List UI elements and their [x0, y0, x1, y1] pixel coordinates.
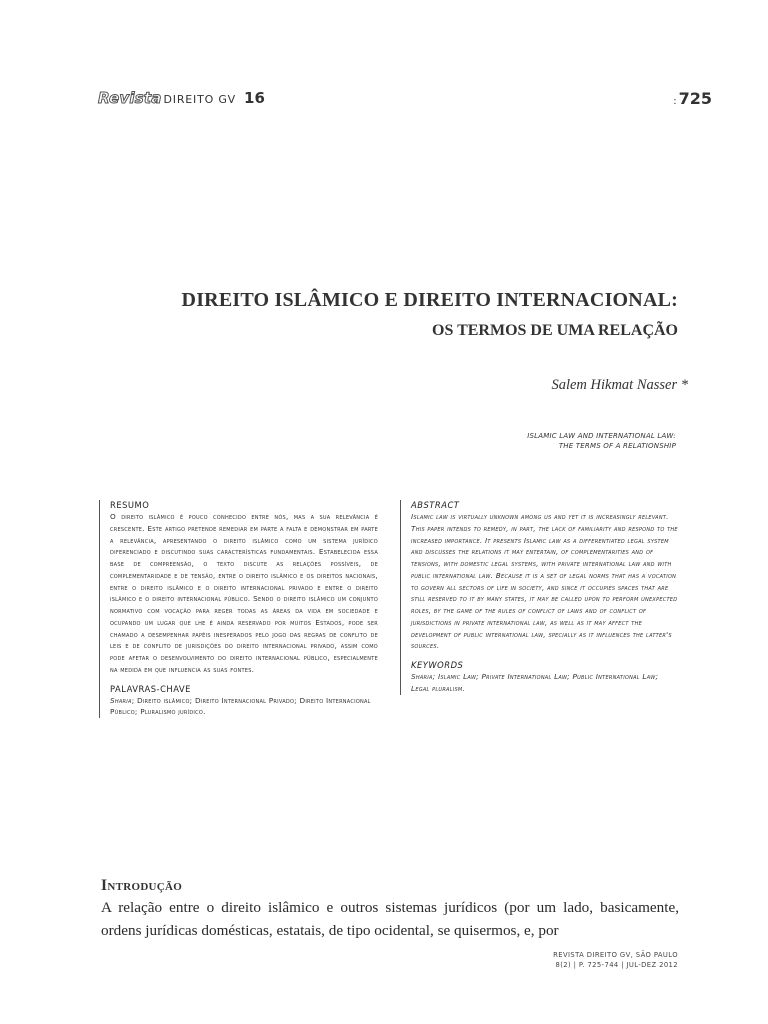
english-title [300, 431, 676, 451]
citation-footer [553, 950, 678, 970]
keywords-text: Sharia; Islamic Law; Private International Law; Public International Law; Legal pluralism. [411, 672, 659, 693]
palavras-chave-rest: ; Direito islâmico; Direito Internacional Privado; Direito Internacional Público; Pluralismo jurídico. [110, 695, 371, 717]
english-title-line1: ISLAMIC LAW AND INTERNATIONAL LAW: [527, 432, 676, 440]
palavras-chave-sharia: Sharia [110, 695, 132, 705]
page-number [673, 89, 712, 108]
english-title-line2: THE TERMS OF A RELATIONSHIP [558, 442, 676, 450]
keywords-heading: KEYWORDS [411, 660, 464, 670]
page-number-prefix: : [673, 96, 677, 107]
abstract-column [400, 500, 678, 695]
abstract-text: Islamic law is virtually unknown among us and yet it is increasingly relevant. This paper intends to remedy, in part, the lack of familiarity and respond to the increased importance. It presents Islamic law as a differentiated legal system and discusses the relations it may entertain, of complementarities and of tensions, with domestic legal systems, with private international law and with public international law. Because it is a set of legal norms that has a vocation to govern all sectors of life in society, and since it occupies spaces that are still reserved to it by many states, it may be called upon to perform unexpected roles, by the game of the rules of conflict of laws and of conflict of jurisdictions in private international law, as well as it may affect the development of public international law, specially as it influences the latter's sources. [411, 512, 678, 651]
journal-header [98, 89, 265, 109]
journal-logo-direito-gv: DIREITO GV [163, 93, 237, 106]
article-title-line2: OS TERMOS DE UMA RELAÇÃO [432, 322, 678, 339]
citation-footer-line2: 8(2) | P. 725-744 | JUL-DEZ 2012 [555, 961, 678, 969]
page-number-value: 725 [678, 89, 712, 108]
resumo-heading: RESUMO [110, 500, 150, 510]
author-name: Salem Hikmat Nasser * [551, 377, 688, 393]
palavras-chave-text [110, 695, 378, 719]
introducao-heading: Introdução [101, 877, 183, 894]
abstract-heading: ABSTRACT [411, 500, 460, 510]
resumo-text: O direito islâmico é pouco conhecido entre nós, mas a sua relevância é crescente. Este artigo pretende remediar em parte a falta e demonstrar em parte a relevância, apresentando o direito islâmico como um sistema jurídico diferenciado e discutindo suas características fundamentais. Estabelecida essa base de compreensão, o texto discute as relações possíveis, de complementaridade e de tensão, entre o direito islâmico e os direitos nacionais, entre o direito islâmico e o direito internacional privado e entre o direito islâmico e o direito internacional público. Sendo o direito islâmico um conjunto normativo com vocação para reger todas as áreas da vida em sociedade e ocupando um lugar que lhe é ainda reservado por muitos Estados, pode ser chamado a desempenhar papéis inesperados pelo jogo das regras de conflito de leis e de conflito de jurisdições do direito internacional privado, assim como pode afetar o desenvolvimento do direito internacional público, especialmente na medida em que influencia as suas fontes. [110, 512, 378, 674]
article-title-line1: DIREITO ISLÂMICO E DIREITO INTERNACIONAL: [181, 289, 678, 311]
issue-number: 16 [244, 89, 265, 107]
citation-footer-line1: REVISTA DIREITO GV, SÃO PAULO [553, 951, 678, 959]
palavras-chave-heading: PALAVRAS-CHAVE [110, 683, 191, 694]
introducao-text: A relação entre o direito islâmico e outros sistemas jurídicos (por um lado, basicamente, ordens jurídicas domésticas, estatais, de tipo ocidental, se quisermos, e, por [101, 899, 679, 939]
journal-logo-revista: Revista [98, 89, 162, 107]
resumo-column [99, 500, 378, 718]
